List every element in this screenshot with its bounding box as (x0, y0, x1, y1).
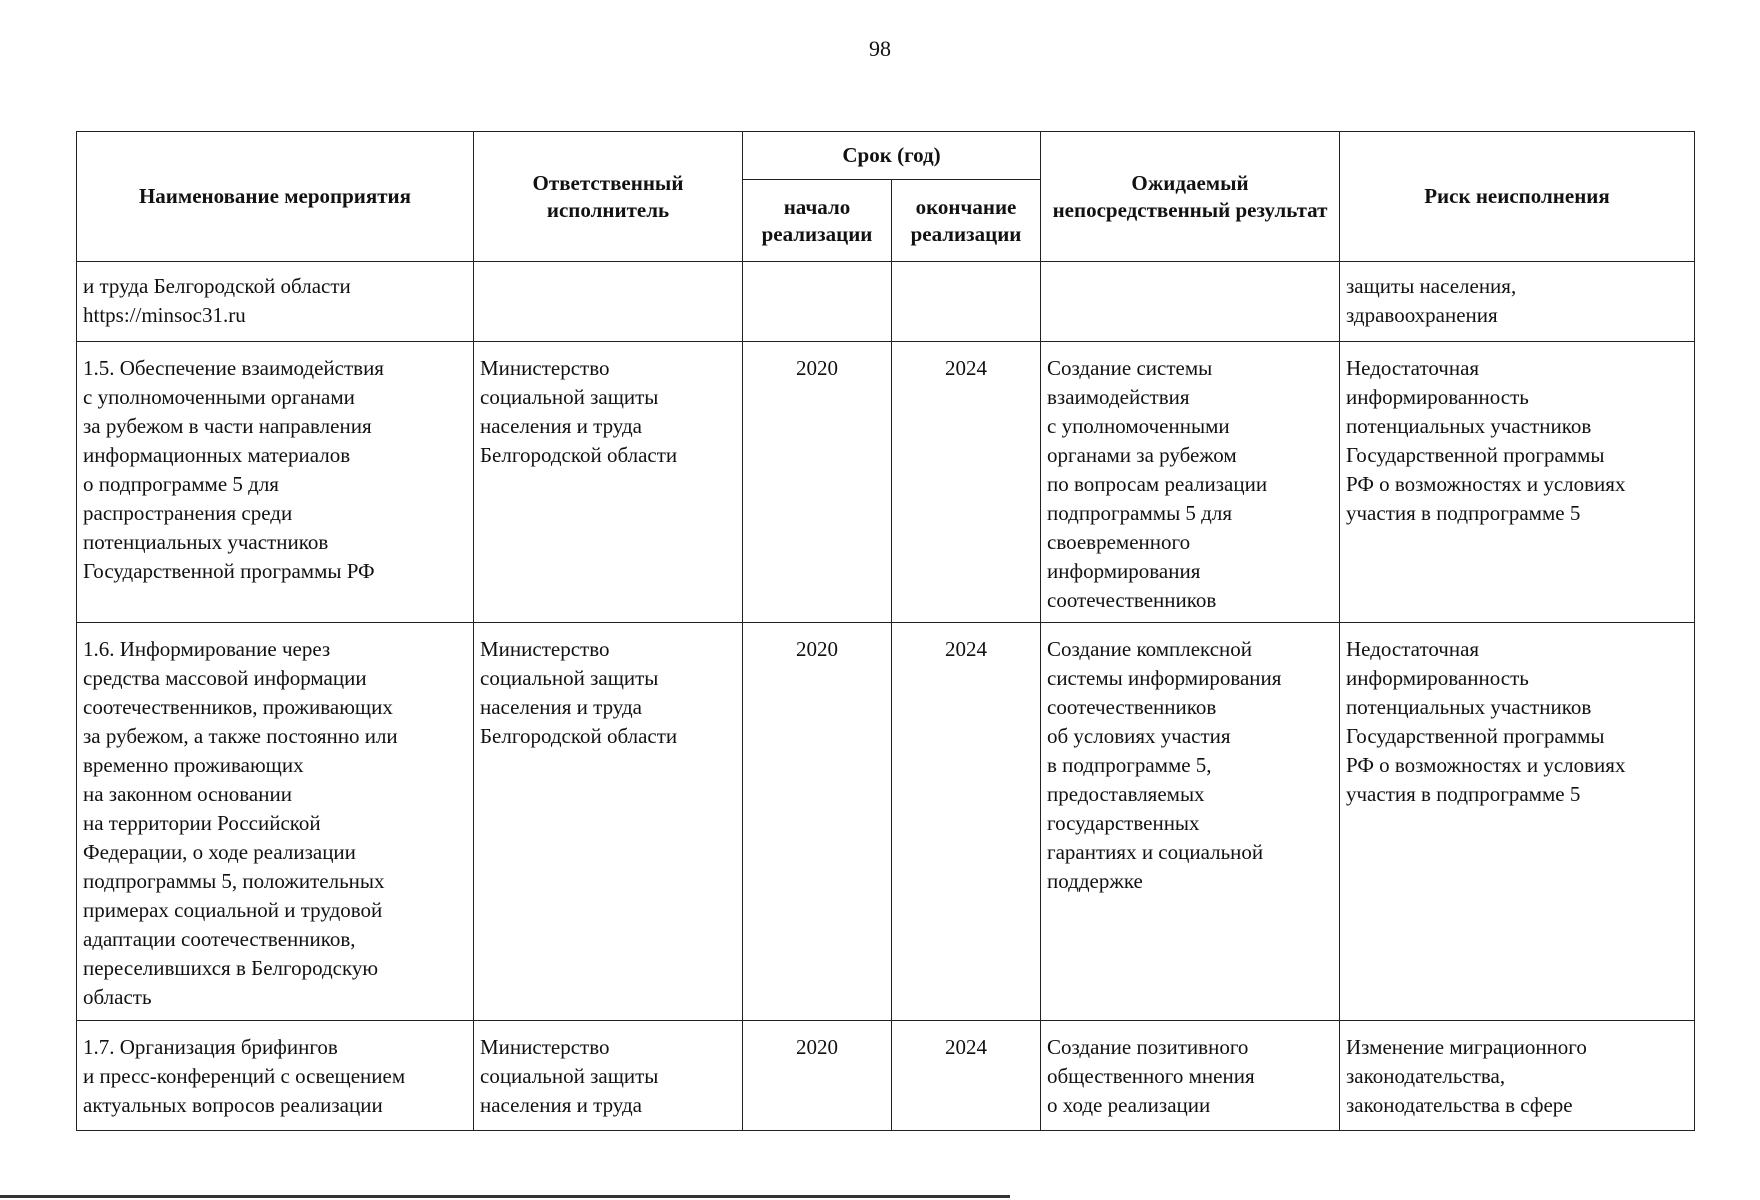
header-end: окончание реализации (892, 180, 1041, 262)
cell-start: 2020 (796, 356, 838, 380)
header-name: Наименование мероприятия (77, 132, 474, 262)
cell-executor (474, 262, 742, 276)
table-row (77, 623, 1695, 1021)
table-row (77, 342, 1695, 623)
activities-table (76, 131, 1695, 1131)
cell-name: 1.5. Обеспечение взаимодействия с уполномоченными органами за рубежом в части направления информационных материалов о подпрограмме 5 для распространения среди потенциальных участников Государственной программы РФ (83, 356, 384, 583)
cell-executor: Министерство социальной защиты населения и труда (480, 1035, 659, 1117)
cell-name: 1.7. Организация брифингов и пресс-конференций с освещением актуальных вопросов реализации (83, 1035, 406, 1117)
header-executor: Ответственный исполнитель (474, 132, 743, 262)
cell-result: Создание системы взаимодействия с уполномоченными органами за рубежом по вопросам реализации подпрограммы 5 для своевременного информирования соотечественников (1047, 356, 1268, 612)
table-row (77, 262, 1695, 342)
cell-end: 2024 (945, 1035, 987, 1059)
cell-result: Создание комплексной системы информирования соотечественников об условиях участия в подпрограмме 5, предоставляемых государственных гарантиях и социальной поддержке (1047, 637, 1282, 893)
cell-start: 2020 (796, 637, 838, 661)
header-risk: Риск неисполнения (1340, 132, 1695, 262)
page-number: 98 (869, 36, 891, 61)
cell-risk: Изменение миграционного законодательства, законодательства в сфере (1346, 1035, 1587, 1117)
table-row (77, 1021, 1695, 1131)
bottom-scan-line (0, 1195, 1010, 1198)
cell-result (1041, 262, 1339, 276)
cell-end: 2024 (945, 356, 987, 380)
cell-start: 2020 (796, 1035, 838, 1059)
header-result: Ожидаемый непосредственный результат (1041, 132, 1340, 262)
cell-end: 2024 (945, 637, 987, 661)
cell-result: Создание позитивного общественного мнения о ходе реализации (1047, 1035, 1255, 1117)
header-row-1 (77, 132, 1695, 180)
header-start: начало реализации (743, 180, 892, 262)
cell-start (743, 262, 891, 276)
cell-risk: защиты населения, здравоохранения (1346, 274, 1517, 327)
header-term: Срок (год) (743, 132, 1041, 180)
cell-name: 1.6. Информирование через средства массовой информации соотечественников, проживающих за рубежом, а также постоянно или временно проживающих на законном основании на территории Российской Федерации, о ходе реализации подпрограммы 5, положительных примерах социальной и трудовой адаптации соотечественников, переселившихся в Белгородскую область (83, 637, 398, 1009)
cell-risk: Недостаточная информированность потенциальных участников Государственной программы РФ о возможностях и условиях участия в подпрограмме 5 (1346, 637, 1626, 806)
cell-risk: Недостаточная информированность потенциальных участников Государственной программы РФ о возможностях и условиях участия в подпрограмме 5 (1346, 356, 1626, 525)
cell-name: и труда Белгородской области https://minsoc31.ru (83, 274, 351, 327)
cell-end (892, 262, 1040, 276)
cell-executor: Министерство социальной защиты населения и труда Белгородской области (480, 356, 678, 467)
cell-executor: Министерство социальной защиты населения и труда Белгородской области (480, 637, 678, 748)
